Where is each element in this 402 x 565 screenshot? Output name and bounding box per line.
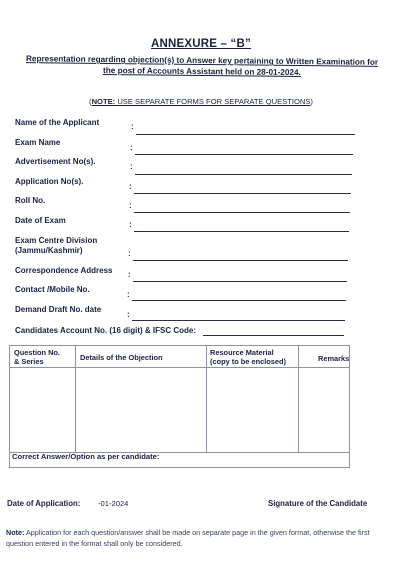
- bottom-note-label: Note:: [6, 528, 25, 537]
- field-colon: :: [130, 162, 133, 171]
- correct-answer-label: Correct Answer/Option as per candidate:: [12, 452, 160, 461]
- field-label-application-no: Application No(s).: [15, 177, 84, 186]
- field-colon: :: [129, 201, 132, 210]
- field-line-demand-draft[interactable]: [132, 320, 345, 321]
- header-line: Resource Material: [210, 348, 274, 357]
- table-header-details: Details of the Objection: [80, 353, 163, 362]
- document-subject: [16, 54, 388, 79]
- field-line-application-no[interactable]: [134, 193, 351, 194]
- field-label-advertisement-no: Advertisement No(s).: [15, 157, 96, 166]
- header-line: & Series: [14, 357, 44, 366]
- field-label-exam-name: Exam Name: [15, 138, 61, 147]
- field-line-advertisement-no[interactable]: [135, 174, 352, 175]
- field-label-applicant-name: Name of the Applicant: [15, 118, 100, 127]
- table-column-divider: [298, 346, 299, 452]
- table-header-resource-material: [210, 348, 286, 366]
- table-header-question-no: [14, 348, 60, 366]
- field-colon: :: [128, 270, 131, 279]
- header-line: (copy to be enclosed): [210, 357, 286, 366]
- exam-centre-line-1: Exam Centre Division: [15, 236, 98, 245]
- bottom-note: [6, 528, 398, 549]
- date-of-application-label: Date of Application:: [7, 499, 81, 508]
- field-colon: :: [131, 122, 134, 131]
- field-line-exam-centre-division[interactable]: [133, 260, 348, 261]
- field-colon: :: [128, 249, 131, 258]
- table-column-divider: [206, 346, 207, 452]
- date-of-application-value[interactable]: -01-2024: [98, 499, 129, 508]
- field-line-correspondence-address[interactable]: [133, 281, 347, 282]
- top-note-label: NOTE:: [91, 97, 116, 106]
- exam-centre-line-2: (Jammu/Kashmir): [15, 246, 83, 255]
- subject-line-1: Representation regarding objection(s) to Answer key pertaining to Written Examination for: [25, 54, 379, 67]
- field-label-correspondence-address: Correspondence Address: [15, 266, 113, 275]
- table-header-remarks: Remarks: [318, 354, 350, 363]
- field-label-roll-no: Roll No.: [15, 196, 46, 205]
- field-line-roll-no[interactable]: [134, 212, 350, 213]
- field-line-contact-mobile[interactable]: [132, 300, 346, 301]
- bottom-note-text: Application for each question/answer shall be made on separate page in the given format, otherwise the first question entered in the format shall only be considered.: [6, 528, 370, 548]
- field-label-date-of-exam: Date of Exam: [15, 216, 66, 225]
- field-label-demand-draft: Demand Draft No. date: [15, 305, 102, 314]
- top-note-open: (: [89, 97, 92, 106]
- field-line-date-of-exam[interactable]: [134, 231, 349, 232]
- field-label-exam-centre-division: [15, 236, 97, 256]
- field-line-exam-name[interactable]: [135, 154, 353, 155]
- signature-label: Signature of the Candidate: [268, 499, 368, 508]
- field-label-contact-mobile: Contact /Mobile No.: [15, 285, 90, 294]
- field-colon: :: [127, 310, 130, 319]
- field-colon: :: [127, 290, 130, 299]
- top-note-close: ): [310, 97, 313, 106]
- field-label-account-ifsc: Candidates Account No. (16 digit) & IFSC Code:: [15, 326, 197, 335]
- header-line: Question No.: [14, 348, 60, 357]
- field-colon: :: [129, 182, 132, 191]
- table-column-divider: [75, 346, 76, 452]
- document-title: ANNEXURE – “B”: [151, 38, 251, 50]
- top-note: [0, 97, 402, 106]
- field-colon: :: [129, 220, 132, 229]
- subject-line-2: the post of Accounts Assistant held on 28-01-2024.: [103, 65, 301, 77]
- field-line-account-ifsc[interactable]: [203, 335, 344, 336]
- field-colon: :: [130, 143, 133, 152]
- table-header-divider: [10, 367, 349, 368]
- field-line-applicant-name[interactable]: [136, 134, 355, 135]
- top-note-text: USE SEPARATE FORMS FOR SEPARATE QUESTIONS: [115, 97, 311, 106]
